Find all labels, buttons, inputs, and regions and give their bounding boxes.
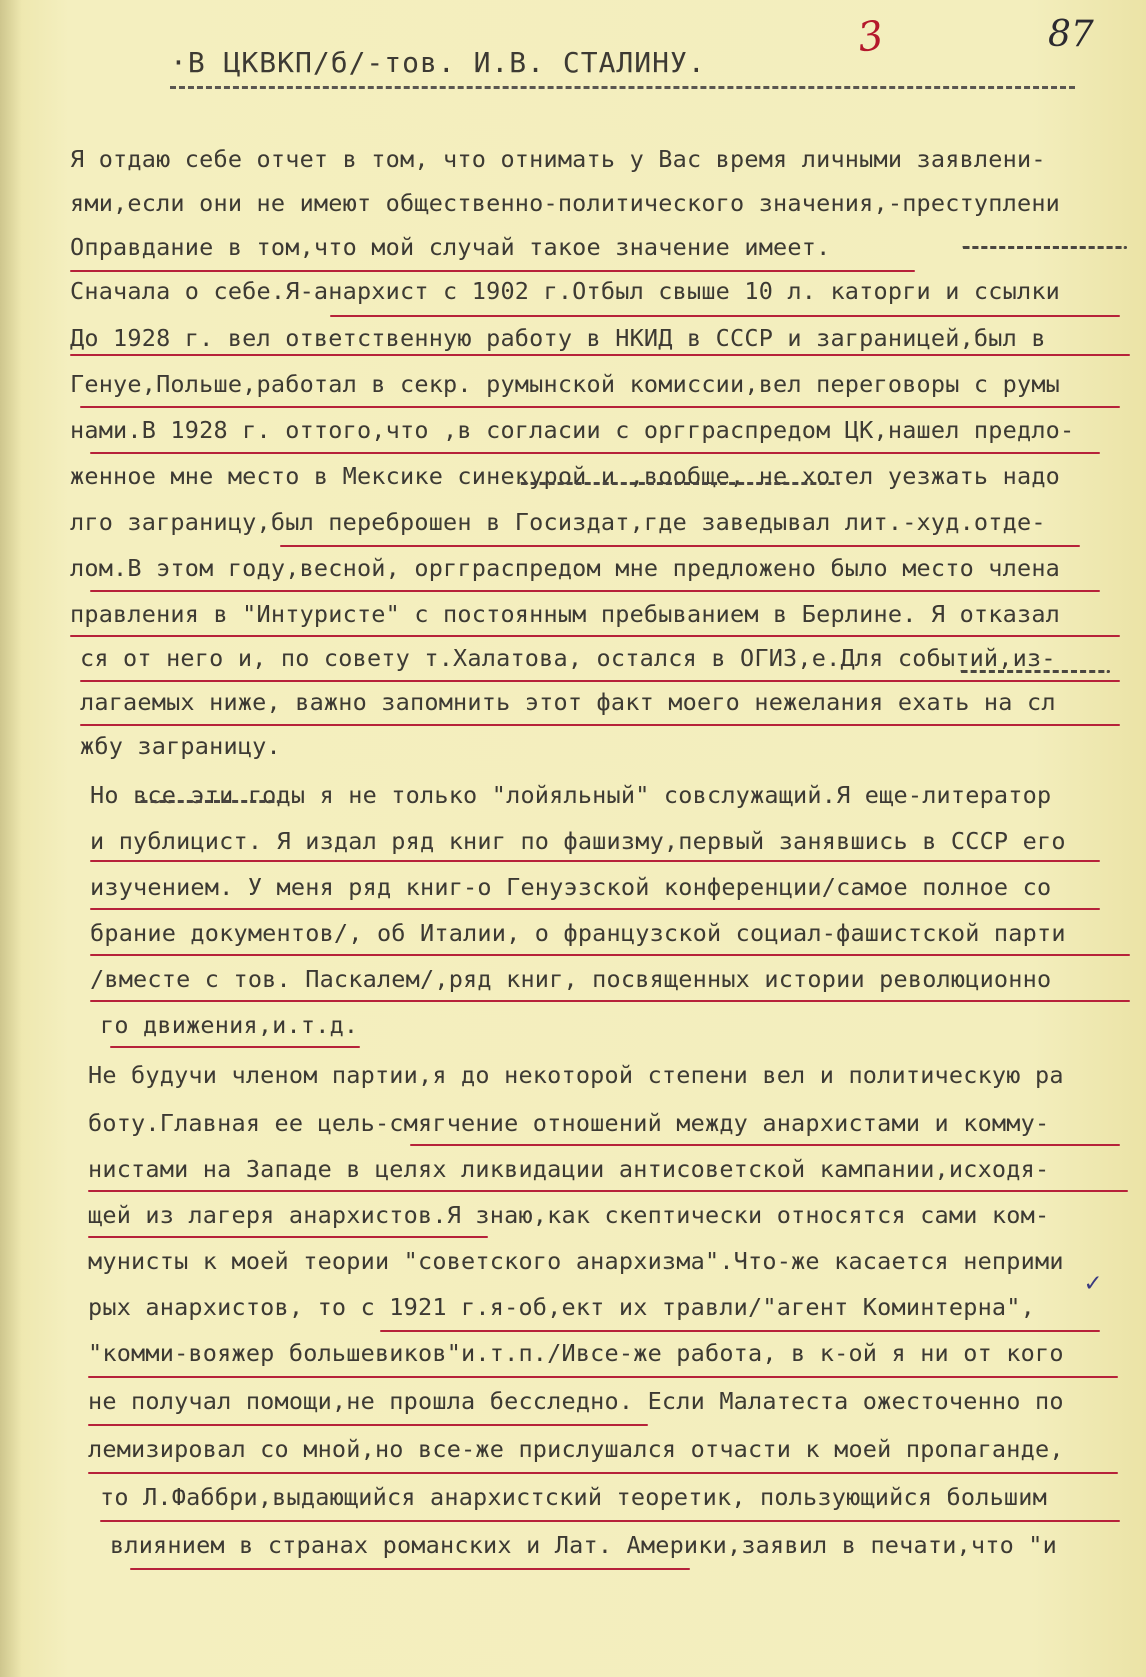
text-line: ся от него и, по совету т.Халатова, остался в ОГИЗ,е.Для событий,из- [80, 644, 1056, 672]
text-line: брание документов/, об Италии, о французской социал-фашистской парти [90, 919, 1066, 947]
text-line: /вместе с тов. Паскалем/,ряд книг, посвященных истории революционно [90, 965, 1052, 993]
title-underline [170, 86, 1075, 89]
text-line: Оправдание в том,что мой случай такое значение имеет. [70, 233, 831, 261]
text-line: До 1928 г. вел ответственную работу в НКИД в СССР и заграницей,был в [70, 324, 1046, 352]
red-underline [80, 724, 1120, 726]
text-line: то Л.Фаббри,выдающийся анархистский теоретик, пользующийся большим [100, 1483, 1047, 1511]
text-line: Генуе,Польше,работал в секр. румынской комиссии,вел переговоры с румы [70, 370, 1061, 398]
red-underline [90, 1000, 1130, 1002]
text-line: изучением. У меня ряд книг-о Генуэзской конференции/самое полное со [90, 873, 1052, 901]
dashed-underline [960, 670, 1110, 673]
red-underline [90, 954, 1130, 956]
text-line: Сначала о себе.Я-анархист с 1902 г.Отбыл свыше 10 л. каторги и ссылки [70, 277, 1061, 305]
text-line: щей из лагеря анархистов.Я знаю,как скептически относятся сами ком- [88, 1201, 1050, 1229]
red-underline [100, 1520, 1120, 1522]
text-line: рых анархистов, то с 1921 г.я-об,ект их травли/"агент Коминтерна", [88, 1293, 1035, 1321]
text-line: нистами на Западе в целях ликвидации антисоветской кампании,исходя- [88, 1155, 1050, 1183]
red-underline [80, 680, 1120, 682]
red-underline [70, 635, 1120, 637]
text-line: Не будучи членом партии,я до некоторой степени вел и политическую ра [88, 1061, 1064, 1089]
text-line: лом.В этом году,весной, оргграспредом мне предложено было место члена [70, 554, 1061, 582]
text-line: ями,если они не имеют общественно-политического значения,-преступлени [70, 189, 1061, 217]
red-underline [70, 270, 915, 272]
text-line: не получал помощи,не прошла бесследно. Если Малатеста ожесточенно по [88, 1387, 1064, 1415]
text-line: и публицист. Я издал ряд книг по фашизму,первый занявшись в СССР его [90, 827, 1066, 855]
red-page-number: 3 [854, 12, 887, 62]
text-line: нами.В 1928 г. оттого,что ,в согласии с оргграспредом ЦК,нашел предло- [70, 416, 1075, 444]
red-underline [88, 1376, 1118, 1378]
text-line: лго заграницу,был переброшен в Госиздат,где заведывал лит.-худ.отде- [70, 508, 1046, 536]
text-line: Я отдаю себе отчет в том, что отнимать у Вас время личными заявлени- [70, 145, 1046, 173]
red-underline [410, 1144, 1120, 1146]
red-underline [130, 1568, 690, 1570]
text-line: жбу заграницу. [80, 732, 281, 760]
page-number: 87 [1048, 14, 1094, 55]
red-underline [88, 1236, 488, 1238]
letter-addressee: ·В ЦКВКП/б/-тов. И.В. СТАЛИНУ. [170, 46, 706, 79]
red-underline [90, 908, 1100, 910]
red-underline [70, 354, 1130, 356]
red-underline [90, 860, 1100, 862]
text-line: правления в "Интуристе" с постоянным пребыванием в Берлине. Я отказал [70, 600, 1061, 628]
red-underline [90, 452, 1100, 454]
red-underline [110, 1046, 360, 1048]
text-line: "комми-вояжер большевиков"и.т.п./Ивсе-же работа, в к-ой я ни от кого [88, 1339, 1064, 1367]
red-underline [80, 406, 1120, 408]
text-line: Но все эти годы я не только "лойяльный" совслужащий.Я еще-литератор [90, 781, 1052, 809]
red-underline [88, 1424, 648, 1426]
red-underline [90, 590, 1100, 592]
text-line: лемизировал со мной,но все-же прислушался отчасти к моей пропаганде, [88, 1435, 1064, 1463]
text-line: лагаемых ниже, важно запомнить этот факт моего нежелания ехать на сл [80, 688, 1056, 716]
dashed-underline [962, 246, 1127, 249]
text-line: го движения,и.т.д. [100, 1011, 359, 1039]
text-line: влиянием в странах романских и Лат. Америки,заявил в печати,что "и [110, 1531, 1057, 1559]
margin-check-mark-icon: ✓ [1085, 1268, 1101, 1298]
red-underline [88, 1472, 1118, 1474]
dashed-underline [520, 482, 840, 485]
text-line: боту.Главная ее цель-смягчение отношений между анархистами и комму- [88, 1109, 1050, 1137]
text-line: женное мне место в Мексике синекурой и ,вообще, не хотел уезжать надо [70, 462, 1061, 490]
text-line: мунисты к моей теории "советского анархизма".Что-же касается неприми [88, 1247, 1064, 1275]
dashed-underline [140, 800, 280, 803]
red-underline [88, 1190, 1128, 1192]
red-underline [330, 315, 1120, 317]
red-underline [280, 545, 1080, 547]
red-underline [380, 1330, 1100, 1332]
